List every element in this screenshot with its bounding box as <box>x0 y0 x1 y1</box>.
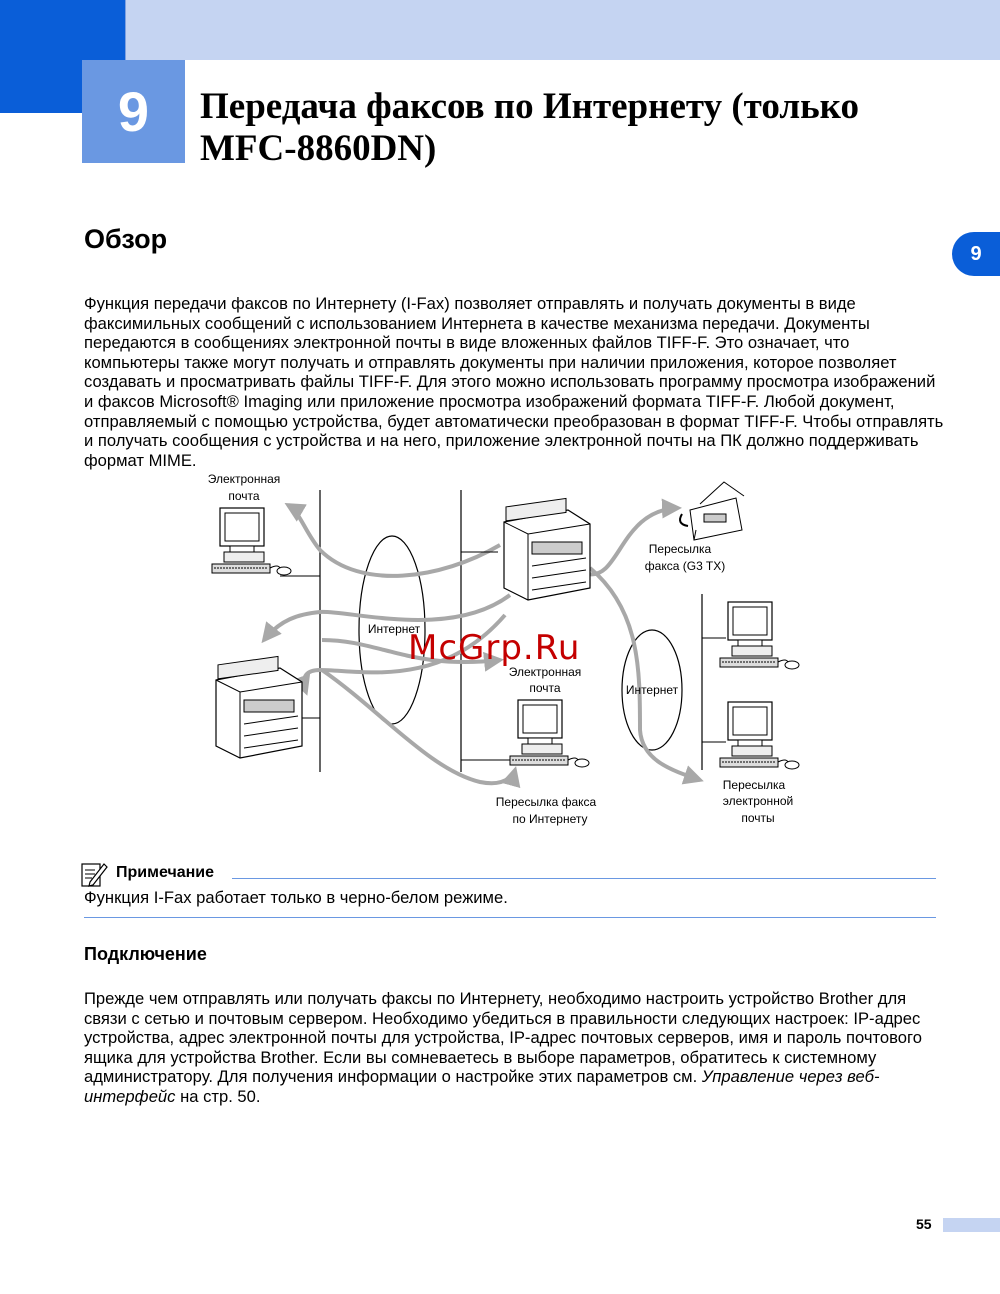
section-title: Обзор <box>84 224 168 254</box>
web-management-link[interactable]: Управление через веб-интерфейс <box>84 1067 880 1106</box>
label-internet-left: Интернет <box>367 622 421 636</box>
subsection-title: Подключение <box>84 944 207 964</box>
watermark: McGrp.Ru <box>408 628 581 668</box>
note-pencil-icon <box>80 860 108 888</box>
label-forward-email-1: Пересылка <box>722 778 786 792</box>
note-divider-top <box>232 878 936 879</box>
label-email-left-1: Электронная <box>207 472 281 486</box>
page-number: 55 <box>916 1216 932 1232</box>
page-number-bar <box>943 1218 1000 1232</box>
connection-paragraph-end: на стр. 50. <box>175 1086 261 1106</box>
label-email-left-2: почта <box>228 489 260 503</box>
label-email-center-2: почта <box>529 681 561 695</box>
label-internet-right: Интернет <box>625 683 679 697</box>
connection-paragraph <box>84 989 944 1107</box>
label-forward-fax-2: факса (G3 TX) <box>644 559 726 573</box>
chapter-number: 9 <box>82 60 185 163</box>
chapter-title: Передача факсов по Интернету (только MFC-8860DN) <box>200 86 859 169</box>
side-chapter-tab[interactable]: 9 <box>952 232 1000 276</box>
label-forward-internet-1: Пересылка факса <box>495 795 597 809</box>
label-forward-email-2: электронной <box>722 794 794 808</box>
header-band-right <box>125 0 1000 60</box>
note-title: Примечание <box>116 864 215 881</box>
connection-paragraph-text: Прежде чем отправлять или получать факсы по Интернету, необходимо настроить устройство Brother для связи с сетью и почтовым сервером. Необходимо убедиться в правильности следующих настроек: IP-адрес устройства, адрес электронной почты для устройства, IP-адрес почтовых серверов, имя и пароль почтового ящика для устройства Brother. Если вы сомневаетесь в выборе параметров, обратитесь к системному администратору. Для получения информации о настройке этих параметров см. <box>84 989 922 1087</box>
label-email-center-1: Электронная <box>508 665 582 679</box>
label-forward-internet-2: по Интернету <box>512 812 588 826</box>
label-forward-fax-1: Пересылка <box>648 542 712 556</box>
note-text: Функция I-Fax работает только в черно-белом режиме. <box>84 888 508 907</box>
note-divider-bottom <box>84 917 936 918</box>
overview-paragraph: Функция передачи факсов по Интернету (I-Fax) позволяет отправлять и получать документы в виде факсимильных сообщений с использованием Интернета в качестве механизма передачи. Документы передаются в сообщениях электронной почты в виде вложенных файлов TIFF-F. Это означает, что компьютеры также могут получать и отправлять документы при наличии приложения, которое позволяет создавать и просматривать файлы TIFF-F. Для этого можно использовать программу просмотра изображений и факсов Microsoft® Imaging или приложение просмотра изображений формата TIFF-F. Любой документ, отправляемый с помощью устройства, будет автоматически преобразован в формат TIFF-F. Чтобы отправлять и получать сообщения с устройства и на него, приложение электронной почты на ПК должно поддерживать формат MIME. <box>84 294 944 470</box>
label-forward-email-3: почты <box>741 811 775 825</box>
